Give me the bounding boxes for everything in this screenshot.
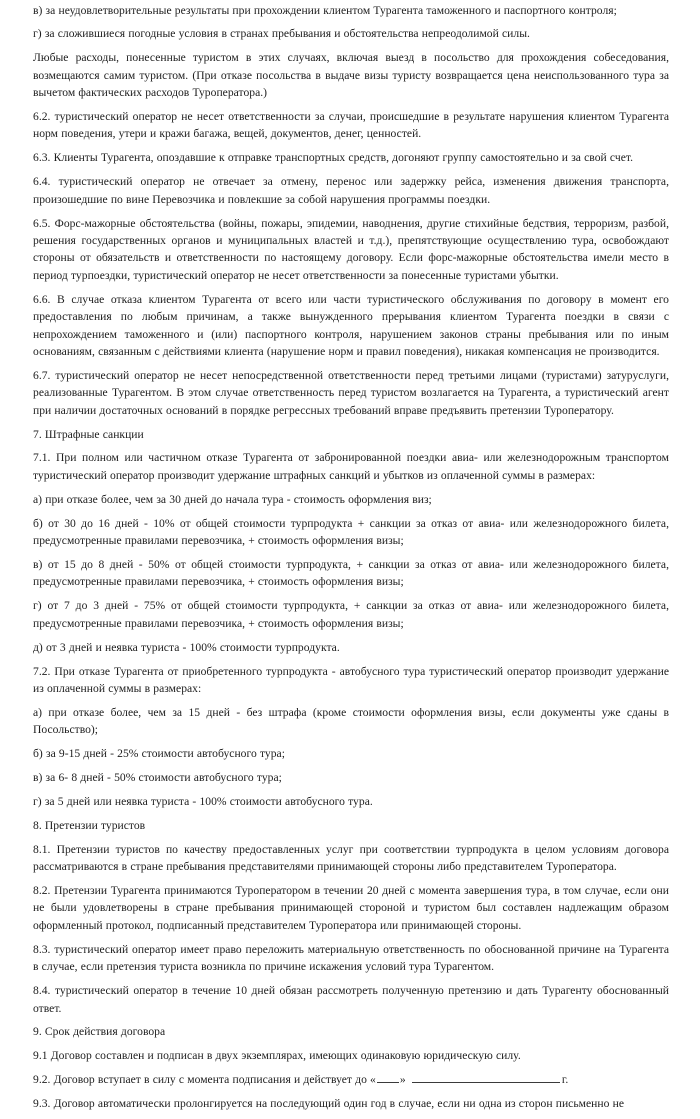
clause-6-2: 6.2. туристический оператор не несет ответственности за случаи, происшедшие в результате нарушения клиентом Турагента норм поведения, утери и кражи багажа, вещей, документов, денег, ценностей.	[33, 110, 669, 141]
clause-8-1: 8.1. Претензии туристов по качеству предоставленных услуг при соответствии турпродукта в целом условиям договора рассматриваются в стране пребывания представителями принимающей стороны либо представителем Туроператора.	[33, 842, 669, 874]
clause-8-2: 8.2. Претензии Турагента принимаются Туроператором в течении 20 дней с момента завершения тура, в том случае, если они не были удовлетворены в стране пребывания принимающей стороной и туристом был составлен надлежащим образом оформленный протокол, подписанный представителем Туроператора или принимающей стороны.	[33, 884, 669, 932]
clause-7-2-item-a: а) при отказе более, чем за 15 дней - без штрафа (кроме стоимости оформления визы, если документы уже сданы в Посольство);	[33, 705, 669, 737]
clause-7-1-item-b: б) от 30 до 16 дней - 10% от общей стоимости турпродукта + санкции за отказ от авиа- или железнодорожного билета, предусмотренные правилами перевозчика, + стоимость оформления визы;	[33, 516, 669, 548]
clause-7-1: 7.1. При полном или частичном отказе Турагента от забронированной поездки авиа- или железнодорожным транспортом туристический оператор производит удержание штрафных санкций и убытков из оплаченной суммы в размерах:	[33, 451, 669, 482]
clause-9-2-text-before-blank: 9.2. Договор вступает в силу с момента подписания и действует до «	[33, 1073, 376, 1087]
date-month-year-blank-field[interactable]	[412, 1072, 560, 1083]
clause-7-1-item-v: в) от 15 до 8 дней - 50% от общей стоимости турпродукта, + санкции за отказ от авиа- или железнодорожного билета, предусмотренные правилами перевозчика, + стоимость оформления визы;	[33, 557, 669, 589]
clause-9-2-text-suffix: г.	[561, 1073, 569, 1087]
clause-8-4: 8.4. туристический оператор в течение 10 дней обязан рассмотреть полученную претензию и дать Турагенту обоснованный ответ.	[33, 984, 669, 1015]
clause-9-2-text-middle: »	[399, 1073, 409, 1087]
clause-6-5: 6.5. Форс-мажорные обстоятельства (войны, пожары, эпидемии, наводнения, другие стихийные бедствия, терроризм, разбой, решения государственных органов и муниципальных властей и т.д.), препятствующие осуществлению тура, освобождают стороны от обязательств и ответственности по настоящему договору. Если форс-мажорные обстоятельства имели место в период турпоездки, туристический оператор не несет ответственности за понесенные туристами убытки.	[33, 216, 669, 282]
clause-8-3: 8.3. туристический оператор имеет право переложить материальную ответственность по обоснованной причине на Турагента в случае, если претензия туриста возникла по причине искажения условий тура Турагентом.	[33, 942, 669, 974]
clause-6-4: 6.4. туристический оператор не отвечает за отмену, перенос или задержку рейса, изменения движения транспорта, произошедшие по вине Перевозчика и повлекшие за собой нарушения программы поездки.	[33, 175, 669, 206]
clause-6-1-g: г) за сложившиеся погодные условия в странах пребывания и обстоятельства непреодолимой силы.	[33, 27, 530, 41]
clause-7-1-item-g: г) от 7 до 3 дней - 75% от общей стоимости турпродукта, + санкции за отказ от авиа- или железнодорожного билета, предусмотренные правилами перевозчика, + стоимость оформления визы;	[33, 599, 669, 630]
clause-7-2-item-b: б) за 9-15 дней - 25% стоимости автобусного тура;	[33, 747, 285, 761]
section-heading-9: 9. Срок действия договора	[33, 1025, 166, 1039]
clause-7-2: 7.2. При отказе Турагента от приобретенного турпродукта - автобусного тура туристический оператор производит удержание из оплаченной суммы в размерах:	[33, 664, 669, 695]
clause-6-6: 6.6. В случае отказа клиентом Турагента от всего или части туристического обслуживания по договору в момент его предоставления по любым причинам, а также вынужденного прерывания клиентом Турагента поездки в связи с непрохождением таможенного и (или) паспортного контроля, нарушением законов страны пребывания или по иным основаниям, связанным с действиями клиента (нарушение норм и правил поведения), никакая компенсация не производится.	[33, 292, 669, 358]
section-heading-8: 8. Претензии туристов	[33, 818, 146, 832]
clause-9-1: 9.1 Договор составлен и подписан в двух экземплярах, имеющих одинаковую юридическую силу.	[33, 1049, 521, 1063]
clause-7-2-item-v: в) за 6- 8 дней - 50% стоимости автобусного тура;	[33, 771, 282, 785]
clause-6-7: 6.7. туристический оператор не несет непосредственной ответственности перед третьими лицами (туристами) затуруслуги, реализованные Турагентом. В этом случае ответственность перед туристом возлагается на Турагента, а туристический агент при наличии достаточных оснований в порядке регрессных требований вправе предъявить претензии Туроператору.	[33, 368, 669, 417]
clause-6-1-v: в) за неудовлетворительные результаты при прохождении клиентом Турагента таможенного и паспортного контроля;	[33, 3, 617, 17]
clause-7-2-item-g: г) за 5 дней или неявка туриста - 100% стоимости автобусного тура.	[33, 794, 373, 808]
clause-9-3: 9.3. Договор автоматически пролонгируется на последующий один год в случае, если ни одна из сторон письменно не	[33, 1097, 624, 1111]
date-day-blank-field[interactable]	[377, 1072, 399, 1083]
clause-9-2	[33, 1071, 669, 1088]
paragraph-expenses: Любые расходы, понесенные туристом в этих случаях, включая выезд в посольство для прохождения собеседования, возмещаются самим туристом. (При отказе посольства в выдаче визы туристу возвращается цена неиспользованного тура за вычетом фактических расходов Туроператора.)	[33, 51, 669, 100]
clause-6-3: 6.3. Клиенты Турагента, опоздавшие к отправке транспортных средств, догоняют группу самостоятельно и за свой счет.	[33, 151, 634, 165]
section-heading-7: 7. Штрафные санкции	[33, 427, 144, 441]
document-text-column	[33, 0, 669, 1119]
clause-7-1-item-a: а) при отказе более, чем за 30 дней до начала тура - стоимость оформления виз;	[33, 492, 432, 506]
clause-7-1-item-d: д) от 3 дней и неявка туриста - 100% стоимости турпродукта.	[33, 640, 340, 654]
